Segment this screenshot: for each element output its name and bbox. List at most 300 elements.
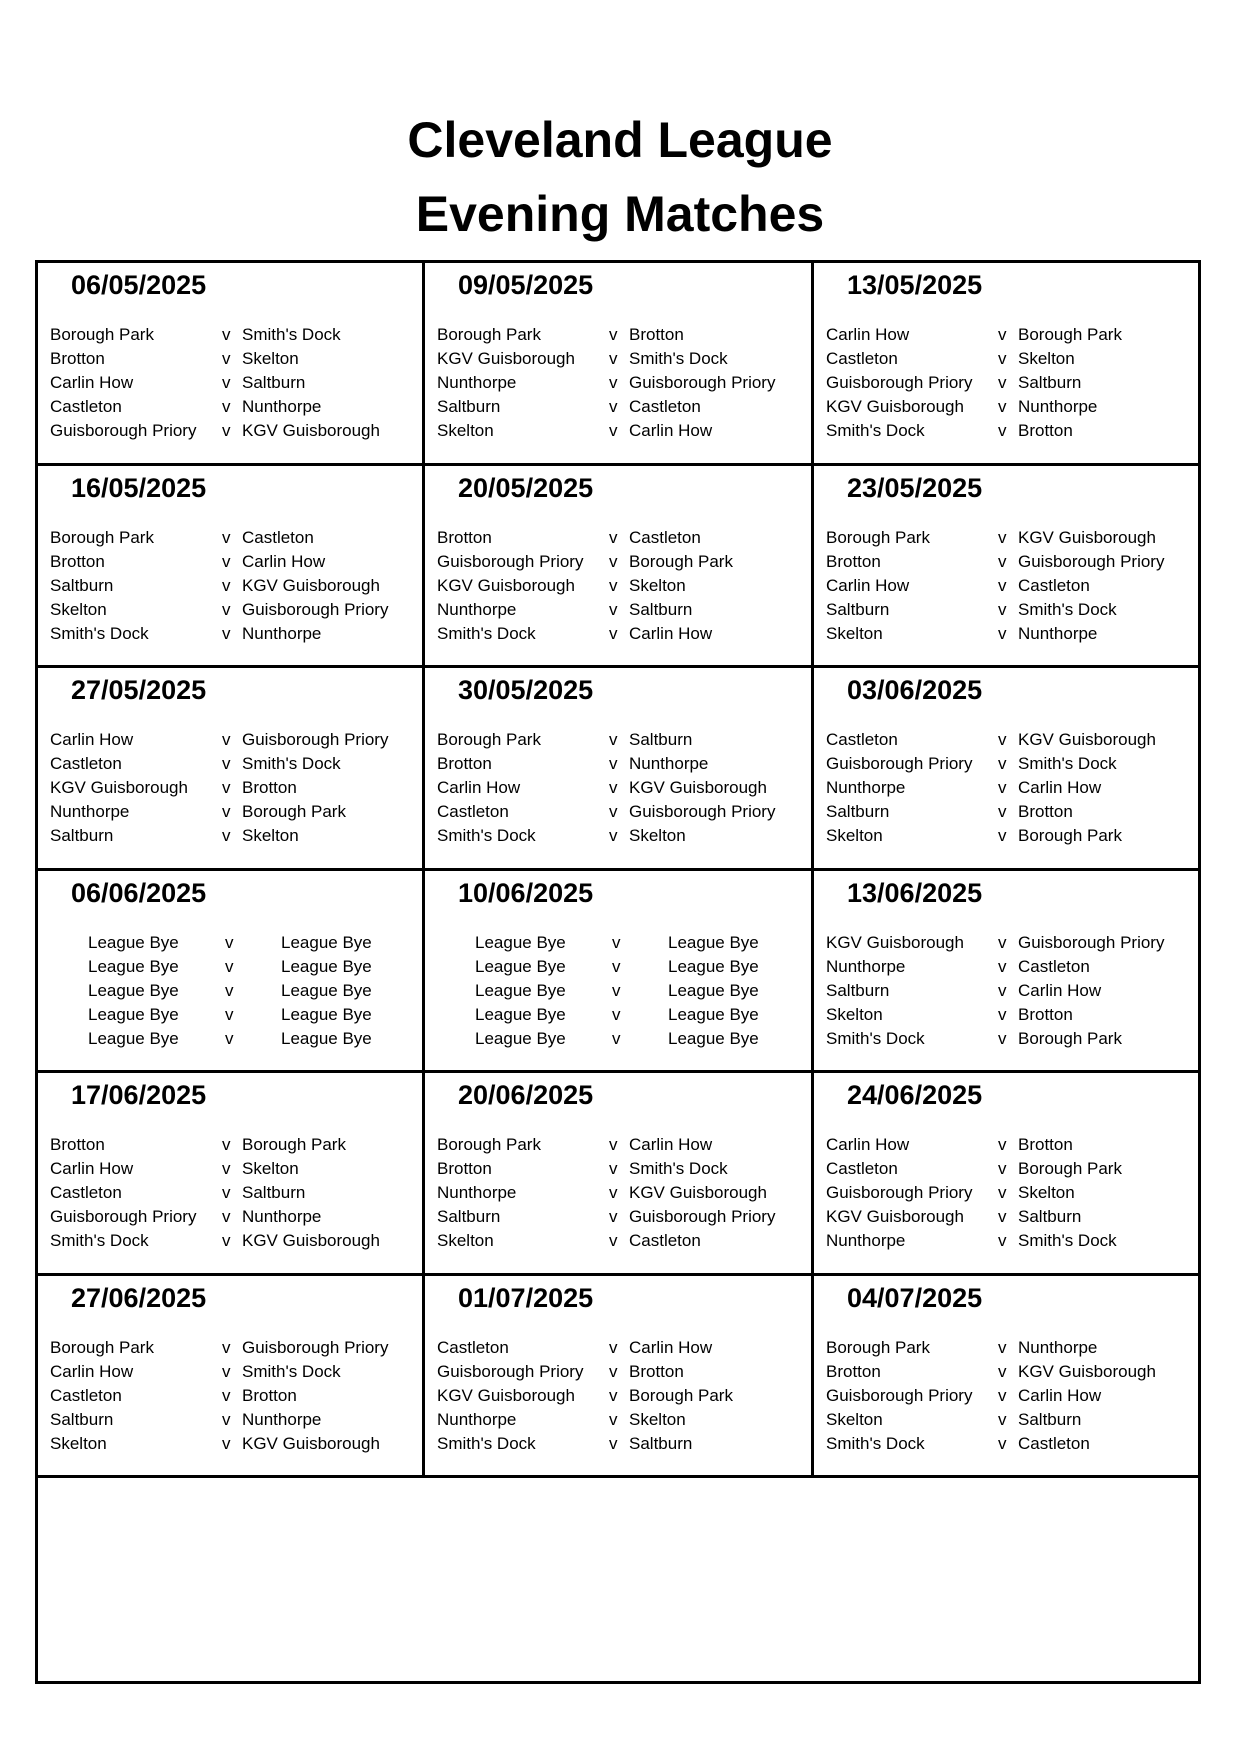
- versus-label: v: [609, 1231, 618, 1251]
- home-team: Skelton: [826, 623, 883, 643]
- versus-label: v: [222, 1337, 231, 1357]
- away-team: Smith's Dock: [629, 1159, 728, 1179]
- versus-label: v: [609, 551, 618, 571]
- away-team: Carlin How: [1018, 778, 1102, 798]
- away-team: Nunthorpe: [1018, 1337, 1098, 1357]
- page-subtitle: Evening Matches: [415, 186, 825, 242]
- match-row: [437, 800, 807, 824]
- away-team: Borough Park: [1018, 826, 1122, 846]
- versus-label: v: [222, 1183, 231, 1203]
- match-row: [50, 371, 418, 395]
- match-row: [50, 776, 418, 800]
- versus-label: v: [222, 527, 231, 547]
- home-team: League Bye: [88, 1028, 179, 1048]
- match-list: [437, 323, 807, 443]
- match-row: [475, 931, 807, 955]
- fixture-date: 27/05/2025: [71, 675, 207, 706]
- fixture-date: 13/06/2025: [847, 877, 983, 908]
- away-team: Smith's Dock: [629, 349, 728, 368]
- match-row: [50, 752, 418, 776]
- versus-label: v: [222, 349, 231, 368]
- match-row: [826, 598, 1194, 622]
- home-team: Nunthorpe: [437, 373, 517, 392]
- versus-label: v: [998, 730, 1007, 750]
- home-team: Castleton: [50, 397, 122, 416]
- away-team: Skelton: [1018, 1183, 1075, 1203]
- away-team: Skelton: [629, 575, 686, 595]
- away-team: League Bye: [281, 1004, 372, 1024]
- home-team: Smith's Dock: [437, 623, 536, 643]
- match-row: [826, 526, 1194, 550]
- home-team: Smith's Dock: [50, 1231, 149, 1251]
- home-team: League Bye: [475, 1028, 566, 1048]
- match-list: [475, 931, 807, 1051]
- away-team: League Bye: [281, 980, 372, 1000]
- home-team: Carlin How: [50, 1361, 134, 1381]
- match-list: [826, 1336, 1194, 1456]
- match-row: [50, 1181, 418, 1205]
- versus-label: v: [222, 551, 231, 571]
- match-row: [50, 1408, 418, 1432]
- home-team: League Bye: [88, 932, 179, 952]
- home-team: Skelton: [826, 826, 883, 846]
- home-team: Nunthorpe: [50, 802, 130, 822]
- away-team: Saltburn: [629, 599, 693, 619]
- home-team: Saltburn: [826, 599, 890, 619]
- away-team: Brotton: [242, 1385, 297, 1405]
- home-team: Castleton: [50, 754, 122, 774]
- versus-label: v: [609, 623, 618, 643]
- versus-label: v: [998, 421, 1007, 440]
- match-row: [437, 622, 807, 646]
- match-row: [50, 1384, 418, 1408]
- versus-label: v: [222, 826, 231, 846]
- home-team: Borough Park: [826, 1337, 930, 1357]
- page-title: Cleveland League: [407, 112, 833, 168]
- match-row: [50, 824, 418, 848]
- versus-label: v: [998, 1337, 1007, 1357]
- fixture-date: 27/06/2025: [71, 1282, 207, 1313]
- fixture-cell: [425, 466, 814, 669]
- away-team: Saltburn: [1018, 1409, 1082, 1429]
- away-team: Guisborough Priory: [629, 802, 776, 822]
- away-team: KGV Guisborough: [242, 421, 380, 440]
- match-row: [50, 1133, 418, 1157]
- away-team: Nunthorpe: [242, 623, 322, 643]
- versus-label: v: [998, 1028, 1007, 1048]
- match-row: [826, 1360, 1194, 1384]
- home-team: Borough Park: [50, 1337, 154, 1357]
- match-row: [50, 1229, 418, 1253]
- match-row: [50, 550, 418, 574]
- match-row: [50, 574, 418, 598]
- versus-label: v: [998, 527, 1007, 547]
- home-team: Skelton: [437, 1231, 494, 1251]
- match-row: [437, 1205, 807, 1229]
- match-row: [437, 1360, 807, 1384]
- fixture-cell: [425, 871, 814, 1074]
- fixture-cell: [814, 871, 1198, 1074]
- versus-label: v: [609, 1207, 618, 1227]
- versus-label: v: [612, 980, 621, 1000]
- away-team: KGV Guisborough: [629, 778, 767, 798]
- match-row: [50, 323, 418, 347]
- versus-label: v: [609, 1337, 618, 1357]
- versus-label: v: [998, 1135, 1007, 1155]
- match-row: [826, 1003, 1194, 1027]
- away-team: League Bye: [668, 956, 759, 976]
- versus-label: v: [609, 826, 618, 846]
- versus-label: v: [612, 956, 621, 976]
- match-list: [50, 728, 418, 848]
- away-team: Carlin How: [242, 551, 326, 571]
- match-list: [50, 323, 418, 443]
- home-team: Brotton: [50, 551, 105, 571]
- match-list: [50, 1336, 418, 1456]
- match-row: [826, 728, 1194, 752]
- match-row: [437, 1229, 807, 1253]
- match-row: [437, 1432, 807, 1456]
- fixture-date: 17/06/2025: [71, 1080, 207, 1111]
- fixture-cell: [425, 1276, 814, 1479]
- versus-label: v: [609, 1385, 618, 1405]
- home-team: League Bye: [475, 932, 566, 952]
- home-team: Smith's Dock: [437, 1433, 536, 1453]
- versus-label: v: [222, 397, 231, 416]
- versus-label: v: [222, 754, 231, 774]
- versus-label: v: [225, 980, 234, 1000]
- versus-label: v: [225, 932, 234, 952]
- match-row: [437, 1336, 807, 1360]
- versus-label: v: [998, 754, 1007, 774]
- versus-label: v: [609, 1361, 618, 1381]
- match-row: [50, 728, 418, 752]
- versus-label: v: [998, 1231, 1007, 1251]
- match-row: [437, 728, 807, 752]
- match-row: [437, 1157, 807, 1181]
- match-row: [437, 371, 807, 395]
- match-row: [50, 622, 418, 646]
- home-team: Carlin How: [50, 730, 134, 750]
- fixture-date: 06/05/2025: [71, 270, 207, 300]
- match-list: [826, 1133, 1194, 1253]
- away-team: Skelton: [629, 1409, 686, 1429]
- away-team: Nunthorpe: [242, 1409, 322, 1429]
- away-team: Nunthorpe: [242, 1207, 322, 1227]
- fixture-cell: [814, 668, 1198, 871]
- match-row: [826, 323, 1194, 347]
- match-row: [826, 752, 1194, 776]
- home-team: KGV Guisborough: [437, 1385, 575, 1405]
- match-list: [826, 931, 1194, 1051]
- away-team: KGV Guisborough: [242, 1433, 380, 1453]
- away-team: Carlin How: [629, 421, 713, 440]
- home-team: League Bye: [88, 980, 179, 1000]
- versus-label: v: [998, 980, 1007, 1000]
- home-team: Guisborough Priory: [50, 421, 197, 440]
- match-row: [826, 776, 1194, 800]
- match-list: [50, 1133, 418, 1253]
- match-row: [88, 1027, 418, 1051]
- match-row: [88, 931, 418, 955]
- away-team: KGV Guisborough: [242, 1231, 380, 1251]
- versus-label: v: [998, 1409, 1007, 1429]
- fixture-date: 04/07/2025: [847, 1282, 983, 1313]
- versus-label: v: [609, 1159, 618, 1179]
- match-row: [50, 347, 418, 371]
- versus-label: v: [612, 1004, 621, 1024]
- home-team: Carlin How: [437, 778, 521, 798]
- home-team: Nunthorpe: [826, 1231, 906, 1251]
- match-row: [826, 550, 1194, 574]
- home-team: Guisborough Priory: [826, 373, 973, 392]
- versus-label: v: [609, 730, 618, 750]
- match-row: [475, 1027, 807, 1051]
- away-team: Nunthorpe: [242, 397, 322, 416]
- away-team: Saltburn: [629, 730, 693, 750]
- away-team: Borough Park: [629, 551, 733, 571]
- home-team: Nunthorpe: [826, 778, 906, 798]
- match-row: [437, 598, 807, 622]
- away-team: Saltburn: [1018, 1207, 1082, 1227]
- home-team: Carlin How: [826, 575, 910, 595]
- versus-label: v: [998, 325, 1007, 344]
- match-list: [826, 728, 1194, 848]
- match-row: [50, 1336, 418, 1360]
- home-team: Carlin How: [50, 373, 134, 392]
- home-team: Smith's Dock: [50, 623, 149, 643]
- match-list: [437, 1133, 807, 1253]
- fixture-cell: [425, 1073, 814, 1276]
- away-team: Guisborough Priory: [629, 1207, 776, 1227]
- match-row: [826, 1181, 1194, 1205]
- away-team: Borough Park: [242, 1135, 346, 1155]
- fixture-date: 03/06/2025: [847, 675, 983, 706]
- home-team: Saltburn: [50, 826, 114, 846]
- match-row: [826, 1133, 1194, 1157]
- away-team: Carlin How: [1018, 1385, 1102, 1405]
- away-team: Castleton: [242, 527, 314, 547]
- fixture-cell: [814, 466, 1198, 669]
- home-team: Carlin How: [826, 1135, 910, 1155]
- match-row: [437, 419, 807, 443]
- versus-label: v: [222, 1159, 231, 1179]
- fixture-cell: [814, 1276, 1198, 1479]
- versus-label: v: [609, 527, 618, 547]
- versus-label: v: [609, 778, 618, 798]
- home-team: Saltburn: [437, 1207, 501, 1227]
- away-team: Castleton: [1018, 956, 1090, 976]
- away-team: Saltburn: [242, 373, 306, 392]
- home-team: Skelton: [437, 421, 494, 440]
- fixture-cell: [38, 668, 425, 871]
- away-team: KGV Guisborough: [629, 1183, 767, 1203]
- match-row: [437, 1133, 807, 1157]
- match-row: [475, 979, 807, 1003]
- versus-label: v: [609, 1135, 618, 1155]
- versus-label: v: [222, 373, 231, 392]
- versus-label: v: [609, 802, 618, 822]
- away-team: Borough Park: [1018, 1028, 1122, 1048]
- home-team: Borough Park: [437, 325, 541, 344]
- versus-label: v: [222, 575, 231, 595]
- match-row: [50, 526, 418, 550]
- away-team: Saltburn: [1018, 373, 1082, 392]
- versus-label: v: [998, 1385, 1007, 1405]
- home-team: KGV Guisborough: [826, 1207, 964, 1227]
- versus-label: v: [998, 1361, 1007, 1381]
- home-team: Skelton: [826, 1004, 883, 1024]
- versus-label: v: [222, 1135, 231, 1155]
- match-row: [437, 550, 807, 574]
- versus-label: v: [612, 1028, 621, 1048]
- match-row: [437, 776, 807, 800]
- versus-label: v: [609, 1183, 618, 1203]
- home-team: Borough Park: [437, 1135, 541, 1155]
- home-team: Guisborough Priory: [50, 1207, 197, 1227]
- fixture-date: 16/05/2025: [71, 472, 207, 503]
- home-team: Castleton: [826, 1159, 898, 1179]
- away-team: Carlin How: [629, 1135, 713, 1155]
- match-row: [826, 1157, 1194, 1181]
- home-team: Borough Park: [50, 325, 154, 344]
- fixture-cell: [38, 263, 425, 466]
- away-team: Smith's Dock: [1018, 754, 1117, 774]
- home-team: Nunthorpe: [437, 1409, 517, 1429]
- fixture-grid: [35, 260, 1201, 1684]
- away-team: KGV Guisborough: [1018, 1361, 1156, 1381]
- home-team: Carlin How: [826, 325, 910, 344]
- away-team: KGV Guisborough: [242, 575, 380, 595]
- away-team: Brotton: [629, 325, 684, 344]
- away-team: Smith's Dock: [1018, 1231, 1117, 1251]
- away-team: Smith's Dock: [242, 325, 341, 344]
- away-team: Smith's Dock: [242, 1361, 341, 1381]
- away-team: League Bye: [668, 1004, 759, 1024]
- match-row: [50, 1360, 418, 1384]
- home-team: Smith's Dock: [826, 1028, 925, 1048]
- match-row: [826, 824, 1194, 848]
- home-team: Guisborough Priory: [826, 1385, 973, 1405]
- home-team: Castleton: [50, 1385, 122, 1405]
- home-team: Skelton: [50, 1433, 107, 1453]
- versus-label: v: [609, 373, 618, 392]
- fixture-cell: [814, 263, 1198, 466]
- home-team: Smith's Dock: [437, 826, 536, 846]
- away-team: Skelton: [629, 826, 686, 846]
- match-row: [437, 574, 807, 598]
- versus-label: v: [998, 826, 1007, 846]
- match-row: [50, 419, 418, 443]
- away-team: Borough Park: [242, 802, 346, 822]
- match-row: [826, 800, 1194, 824]
- versus-label: v: [609, 421, 618, 440]
- match-row: [826, 1205, 1194, 1229]
- match-row: [826, 1408, 1194, 1432]
- versus-label: v: [998, 551, 1007, 571]
- fixture-date: 13/05/2025: [847, 270, 983, 300]
- home-team: Borough Park: [437, 730, 541, 750]
- match-row: [437, 347, 807, 371]
- match-row: [50, 1157, 418, 1181]
- away-team: Guisborough Priory: [629, 373, 776, 392]
- away-team: Castleton: [629, 397, 701, 416]
- match-row: [50, 1432, 418, 1456]
- fixture-date: 10/06/2025: [458, 877, 594, 908]
- versus-label: v: [998, 802, 1007, 822]
- home-team: KGV Guisborough: [826, 932, 964, 952]
- home-team: Castleton: [437, 802, 509, 822]
- away-team: Guisborough Priory: [1018, 551, 1165, 571]
- versus-label: v: [222, 778, 231, 798]
- away-team: Skelton: [242, 349, 299, 368]
- away-team: Skelton: [1018, 349, 1075, 368]
- away-team: Castleton: [629, 527, 701, 547]
- match-row: [437, 526, 807, 550]
- home-team: Brotton: [437, 754, 492, 774]
- match-row: [826, 1229, 1194, 1253]
- fixture-date: 06/06/2025: [71, 877, 207, 908]
- match-row: [437, 1408, 807, 1432]
- away-team: Brotton: [242, 778, 297, 798]
- match-row: [475, 955, 807, 979]
- home-team: Borough Park: [50, 527, 154, 547]
- away-team: Smith's Dock: [1018, 599, 1117, 619]
- match-row: [88, 979, 418, 1003]
- home-team: KGV Guisborough: [50, 778, 188, 798]
- match-row: [88, 1003, 418, 1027]
- fixture-cell: [425, 668, 814, 871]
- match-row: [437, 395, 807, 419]
- home-team: Saltburn: [437, 397, 501, 416]
- home-team: League Bye: [475, 980, 566, 1000]
- away-team: Castleton: [1018, 575, 1090, 595]
- home-team: League Bye: [88, 1004, 179, 1024]
- match-row: [437, 824, 807, 848]
- home-team: Nunthorpe: [826, 956, 906, 976]
- away-team: KGV Guisborough: [1018, 527, 1156, 547]
- versus-label: v: [222, 325, 231, 344]
- home-team: Castleton: [826, 349, 898, 368]
- away-team: League Bye: [668, 1028, 759, 1048]
- versus-label: v: [998, 373, 1007, 392]
- match-row: [50, 598, 418, 622]
- away-team: Nunthorpe: [1018, 623, 1098, 643]
- away-team: Saltburn: [242, 1183, 306, 1203]
- home-team: Borough Park: [826, 527, 930, 547]
- home-team: Smith's Dock: [826, 421, 925, 440]
- versus-label: v: [998, 1207, 1007, 1227]
- home-team: Smith's Dock: [826, 1433, 925, 1453]
- match-row: [826, 1027, 1194, 1051]
- away-team: Saltburn: [629, 1433, 693, 1453]
- match-row: [88, 955, 418, 979]
- home-team: Castleton: [437, 1337, 509, 1357]
- fixture-date: 20/06/2025: [458, 1080, 594, 1111]
- match-row: [826, 371, 1194, 395]
- home-team: Castleton: [50, 1183, 122, 1203]
- match-row: [50, 1205, 418, 1229]
- versus-label: v: [222, 1385, 231, 1405]
- fixture-cell: [38, 1276, 425, 1479]
- match-list: [826, 323, 1194, 443]
- match-row: [475, 1003, 807, 1027]
- home-team: Nunthorpe: [437, 599, 517, 619]
- home-team: KGV Guisborough: [437, 575, 575, 595]
- fixture-date: 23/05/2025: [847, 472, 983, 503]
- away-team: Borough Park: [1018, 325, 1122, 344]
- match-row: [437, 323, 807, 347]
